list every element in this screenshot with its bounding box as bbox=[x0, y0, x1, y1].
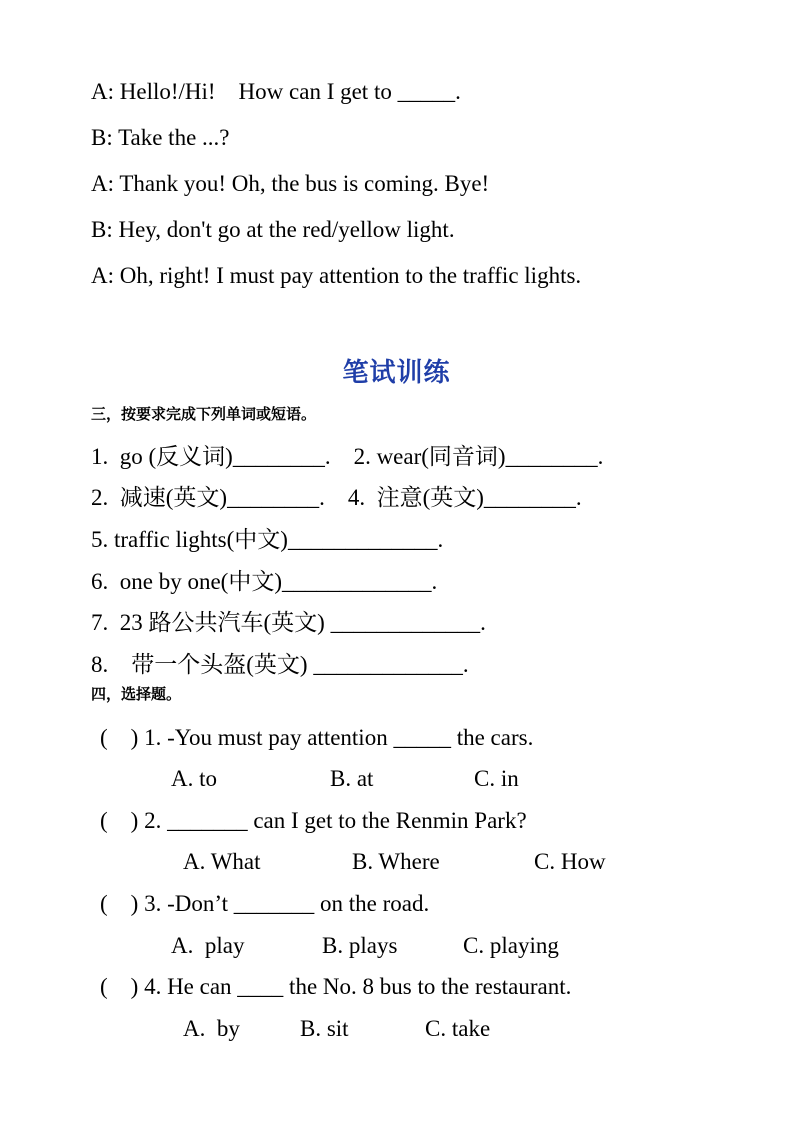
option-b: B. plays bbox=[322, 933, 398, 958]
question-2: ( ) 2. _______ can I get to the Renmin Park? bbox=[100, 808, 527, 833]
dialogue-line: B: Hey, don't go at the red/yellow light. bbox=[91, 217, 455, 242]
option-b: B. Where bbox=[352, 849, 440, 874]
section-title: 笔试训练 bbox=[342, 358, 451, 387]
question-4: ( ) 4. He can ____ the No. 8 bus to the restaurant. bbox=[100, 974, 572, 999]
option-c: C. How bbox=[534, 849, 606, 874]
exercise-item: 7. 23 路公共汽车(英文) _____________. bbox=[91, 610, 486, 635]
exercise-item: 5. traffic lights(中文)_____________. bbox=[91, 527, 444, 552]
section4-heading: 四，选择题。 bbox=[91, 685, 182, 703]
option-b: B. sit bbox=[300, 1016, 349, 1041]
exercise-item: 2. 减速(英文)________. 4. 注意(英文)________. bbox=[91, 485, 582, 510]
question-3: ( ) 3. -Don’t _______ on the road. bbox=[100, 891, 430, 916]
option-a: A. play bbox=[171, 933, 245, 958]
question-1: ( ) 1. -You must pay attention _____ the cars. bbox=[100, 725, 534, 750]
exercise-item: 6. one by one(中文)_____________. bbox=[91, 569, 438, 594]
option-c: C. playing bbox=[463, 933, 559, 958]
option-b: B. at bbox=[330, 766, 374, 791]
exercise-item: 8. 带一个头盔(英文) _____________. bbox=[91, 652, 469, 677]
dialogue-line: A: Hello!/Hi! How can I get to _____. bbox=[91, 79, 461, 104]
option-a: A. What bbox=[183, 849, 261, 874]
option-c: C. in bbox=[474, 766, 519, 791]
option-a: A. to bbox=[171, 766, 217, 791]
dialogue-line: A: Thank you! Oh, the bus is coming. Bye! bbox=[91, 171, 490, 196]
dialogue-line: B: Take the ...? bbox=[91, 125, 230, 150]
section3-heading: 三，按要求完成下列单词或短语。 bbox=[91, 405, 317, 423]
option-c: C. take bbox=[425, 1016, 491, 1041]
option-a: A. by bbox=[183, 1016, 240, 1041]
exercise-item: 1. go (反义词)________. 2. wear(同音词)________. bbox=[91, 444, 604, 469]
dialogue-line: A: Oh, right! I must pay attention to the traffic lights. bbox=[91, 263, 582, 288]
